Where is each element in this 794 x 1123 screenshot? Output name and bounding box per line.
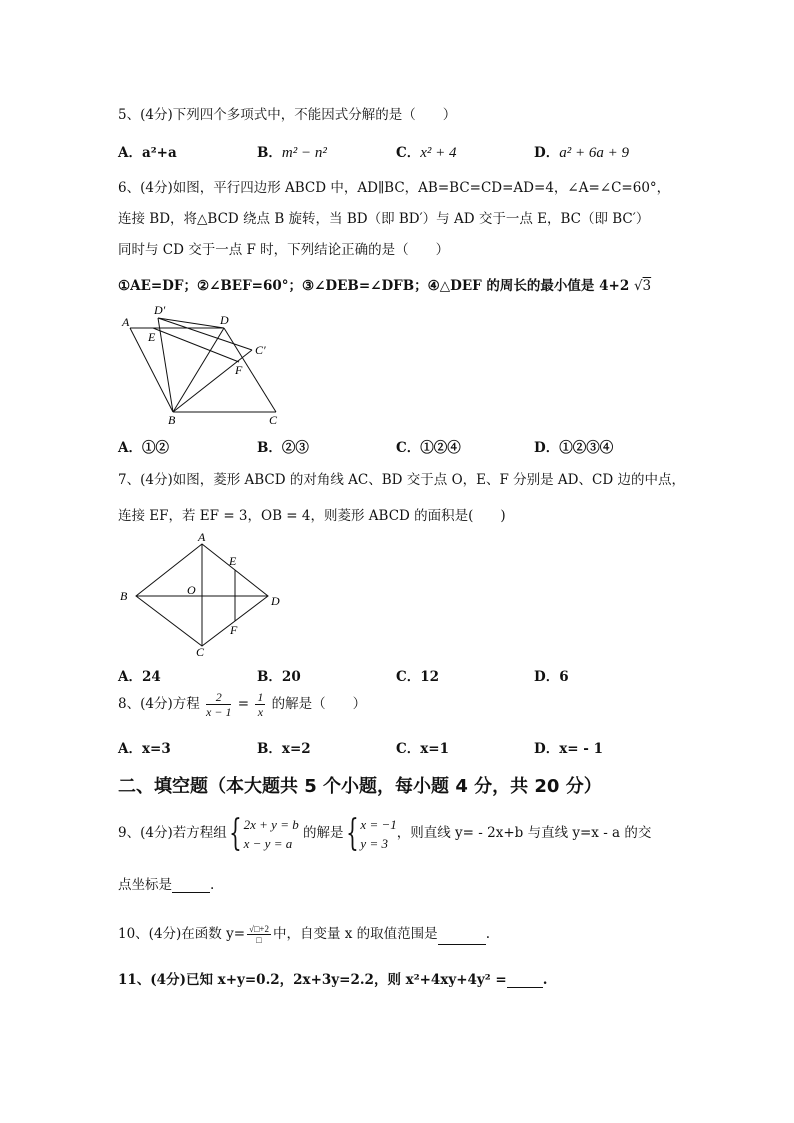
q6-option-b[interactable]: B．②③ — [257, 440, 309, 456]
fig6-label-d: D — [220, 313, 229, 327]
fig7-label-e: E — [229, 554, 237, 568]
fig7-label-f: F — [230, 623, 238, 637]
q7-option-b[interactable]: B．20 — [257, 669, 301, 685]
q6-option-d[interactable]: D．①②③④ — [534, 440, 614, 456]
q5-option-a[interactable]: A．a²+a — [118, 145, 177, 161]
q7-option-d[interactable]: D．6 — [534, 669, 569, 685]
q6-figure — [118, 300, 288, 430]
q5-option-b[interactable]: B．m² − n² — [257, 145, 327, 161]
fig6-label-f: F — [235, 363, 243, 377]
q6-conclusions: ①AE=DF；②∠BEF=60°；③∠DEB=∠DFB；④△DEF 的周长的最小值是 4+2 √3 — [118, 278, 652, 294]
q6-option-c[interactable]: C．①②④ — [396, 440, 461, 456]
q6-line2: 连接 BD，将△BCD 绕点 B 旋转，当 BD（即 BD′）与 AD 交于一点 E，BC（即 BC′） — [118, 211, 650, 227]
q10-answer-blank[interactable] — [438, 928, 486, 945]
q8-option-d[interactable]: D．x= - 1 — [534, 741, 603, 757]
q7-line1: 7、(4分)如图，菱形 ABCD 的对角线 AC、BD 交于点 O，E、F 分别是 AD、CD 边的中点， — [118, 472, 685, 488]
fig6-label-c1: C′ — [255, 343, 266, 357]
q9-line2: 点坐标是 . — [118, 877, 215, 893]
q5-option-d[interactable]: D．a² + 6a + 9 — [534, 145, 629, 161]
q9-stem: 9、(4分)若方程组{ 2x + y = b x − y = a 的解是{ x = −1 y = 3 ，则直线 y= - 2x+b 与直线 y=x - a 的交 — [118, 812, 652, 854]
q8-fraction-right: $\frac{1}{x}$ — [257, 690, 264, 719]
q5-stem: 5、(4分)下列四个多项式中，不能因式分解的是（ ） — [118, 107, 457, 123]
q6-option-a[interactable]: A．①② — [118, 440, 169, 456]
q5-option-c[interactable]: C．x² + 4 — [396, 145, 457, 161]
fig6-label-a: A — [122, 315, 130, 329]
fig7-label-b: B — [120, 589, 128, 603]
q11-stem: 11、(4分)已知 x+y=0.2，2x+3y=2.2，则 x²+4xy+4y² = . — [118, 972, 548, 988]
q6-line3: 同时与 CD 交于一点 F 时，下列结论正确的是（ ） — [118, 242, 450, 258]
fig7-label-o: O — [187, 583, 196, 597]
q7-option-a[interactable]: A．24 — [118, 669, 161, 685]
q8-option-c[interactable]: C．x=1 — [396, 741, 450, 757]
q7-option-c[interactable]: C．12 — [396, 669, 440, 685]
q9-system-2: x = −1 y = 3 — [360, 816, 397, 851]
q10-stem: 10、(4分)在函数 y= $\frac{√□+2}{□}$ 中，自变量 x 的取值范围是 . — [118, 924, 490, 945]
q8-fraction-left: $\frac{2}{x - 1}$ — [206, 690, 232, 719]
fig6-label-b: B — [168, 413, 176, 427]
q6-line1: 6、(4分)如图，平行四边形 ABCD 中，AD∥BC，AB=BC=CD=AD=4，∠A=∠C=60°， — [118, 180, 671, 196]
q7-line2: 连接 EF，若 EF = 3，OB = 4，则菱形 ABCD 的面积是( ) — [118, 508, 506, 524]
fig7-label-a: A — [198, 530, 206, 544]
q9-system-1: 2x + y = b x − y = a — [243, 816, 299, 851]
q8-option-b[interactable]: B．x=2 — [257, 741, 311, 757]
fig6-label-d1: D′ — [154, 303, 166, 317]
section-heading-fill-in: 二、填空题（本大题共 5 个小题，每小题 4 分，共 20 分） — [118, 776, 602, 797]
q9-answer-blank[interactable] — [172, 876, 210, 893]
fig7-label-d: D — [271, 594, 280, 608]
q7-figure — [118, 530, 288, 658]
q8-option-a[interactable]: A．x=3 — [118, 741, 171, 757]
fig6-label-e: E — [148, 330, 156, 344]
fig6-label-c: C — [269, 413, 278, 427]
fig7-label-c: C — [196, 645, 205, 658]
q11-answer-blank[interactable] — [507, 971, 543, 988]
q8-stem: 8、(4分)方程 $\frac{2}{x - 1}$ = $\frac{1}{x}$ 的解是（ ） — [118, 690, 367, 719]
